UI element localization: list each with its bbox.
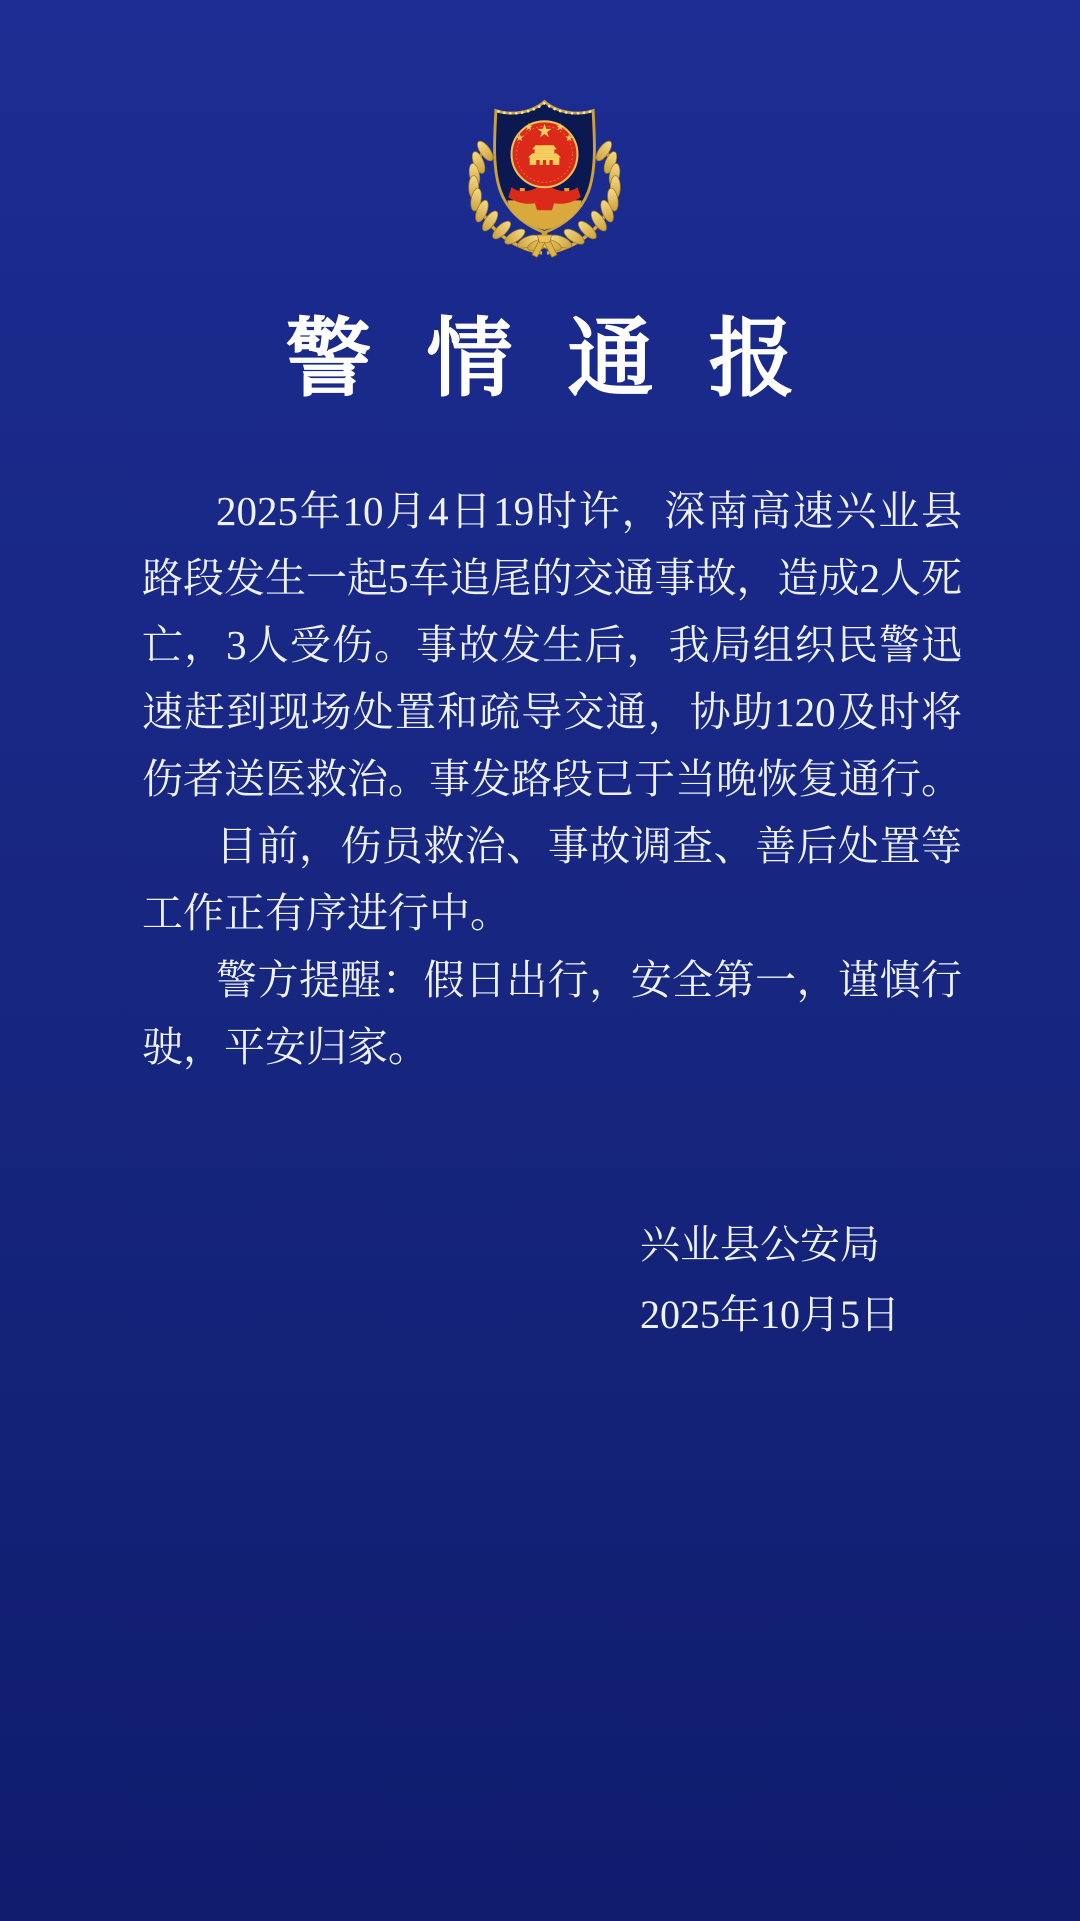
notice-paragraph-2: 目前，伤员救治、事故调查、善后处置等工作正有序进行中。 (142, 823, 962, 936)
notice-paragraph-3: 警方提醒：假日出行，安全第一，谨慎行驶，平安归家。 (142, 957, 962, 1070)
signature-agency: 兴业县公安局 (640, 1222, 880, 1267)
notice-body (142, 478, 962, 1081)
notice-title: 警情通报 (285, 311, 850, 407)
police-badge-icon (462, 90, 627, 263)
notice-paragraph-1: 2025年10月4日19时许，深南高速兴业县路段发生一起5车追尾的交通事故，造成2人死亡，3人受伤。事故发生后，我局组织民警迅速赶到现场处置和疏导交通，协助120及时将伤者送医救治。事发路段已于当晚恢复通行。 (142, 488, 962, 802)
signature-block (640, 1210, 900, 1350)
signature-date: 2025年10月5日 (640, 1292, 900, 1337)
